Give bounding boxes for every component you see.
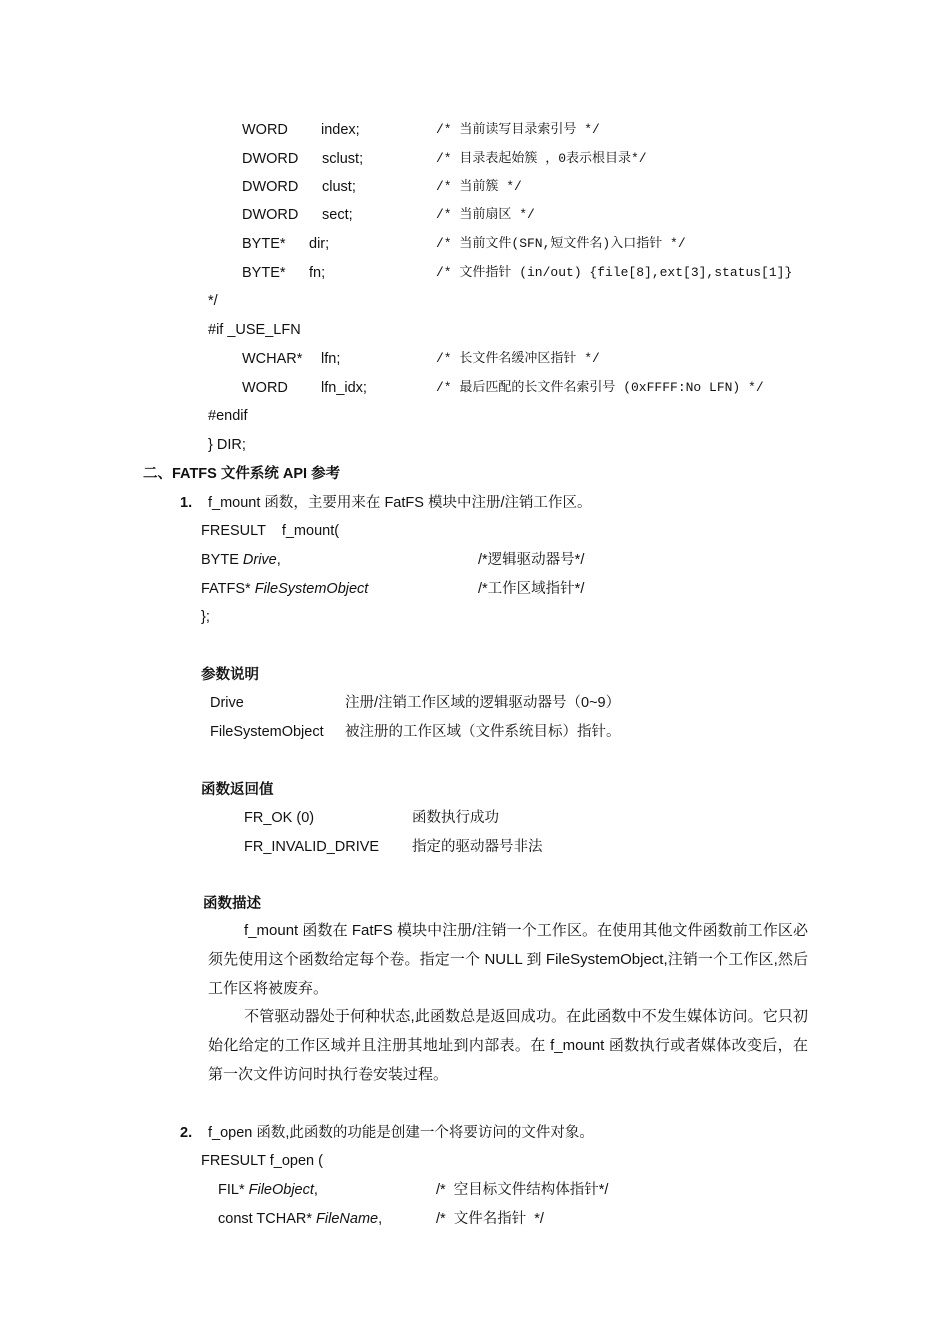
param-entry-name: FileSystemObject — [210, 724, 324, 740]
if-directive: #if _USE_LFN — [208, 322, 301, 338]
struct-member-comment: /* 长文件名缓冲区指针 */ — [436, 351, 600, 366]
param-entry-desc: 被注册的工作区域（文件系统目标）指针。 — [345, 724, 621, 740]
struct-member-comment: /* 目录表起始簇 ，0表示根目录*/ — [436, 151, 647, 166]
prototype-param — [218, 1209, 382, 1229]
param-entry-desc: 注册/注销工作区域的逻辑驱动器号（0~9） — [345, 695, 621, 711]
struct-member-name: sect; — [322, 207, 353, 223]
param-type: FATFS* — [201, 581, 255, 597]
struct-member-comment: /* 当前扇区 */ — [436, 207, 535, 222]
param-type: const TCHAR* — [218, 1211, 317, 1227]
struct-member-name: index; — [321, 122, 360, 138]
desc-paragraph-text: f_mount 函数在 FatFS 模块中注册/注销一个工作区。在使用其他文件函数前工作区必须先使用这个函数给定每个卷。指定一个 NULL 到 FileSystemObject,注销一个工作区,然后工作区将被废弃。 — [208, 922, 808, 997]
struct-member-comment: /* 文件指针 (in/out) {file[8],ext[3],status[1]} — [436, 265, 793, 280]
returns-heading: 函数返回值 — [201, 782, 274, 798]
desc-paragraph — [208, 917, 808, 1003]
param-comment: /*工作区域指针*/ — [478, 581, 585, 597]
struct-member-name: fn; — [309, 265, 326, 281]
struct-member-name: sclust; — [322, 151, 364, 167]
item-number: 1. — [180, 495, 193, 511]
return-desc: 函数执行成功 — [412, 810, 499, 826]
struct-member-type: BYTE* — [242, 265, 286, 281]
param-name: FileSystemObject — [254, 581, 369, 597]
struct-member-name: dir; — [309, 236, 330, 252]
prototype-param — [201, 579, 368, 599]
endif-directive: #endif — [208, 408, 248, 424]
struct-member-comment: /* 当前簇 */ — [436, 179, 522, 194]
param-type: FIL* — [218, 1182, 249, 1198]
param-sep: , — [276, 552, 281, 568]
params-heading: 参数说明 — [201, 667, 259, 683]
item-title: f_open 函数,此函数的功能是创建一个将要访问的文件对象。 — [208, 1125, 594, 1141]
param-comment: /*逻辑驱动器号*/ — [478, 552, 585, 568]
param-type: BYTE — [201, 552, 243, 568]
struct-member-comment: /* 当前文件(SFN,短文件名)入口指针 */ — [436, 236, 686, 251]
prototype-param — [201, 550, 281, 570]
prototype-line: FRESULT f_open ( — [201, 1153, 323, 1169]
struct-member-type: DWORD — [242, 179, 299, 195]
param-name: Drive — [242, 552, 277, 568]
struct-member-type: WORD — [242, 122, 288, 138]
desc-paragraph-text: 不管驱动器处于何种状态,此函数总是返回成功。在此函数中不发生媒体访问。它只初始化给定的工作区域并且注册其地址到内部表。在 f_mount 函数执行或者媒体改变后，在第一次文件访问时执行卷安装过程。 — [208, 1008, 808, 1083]
param-entry-name: Drive — [210, 695, 244, 711]
struct-member-type: DWORD — [242, 151, 299, 167]
param-comment: /* 文件名指针 */ — [436, 1211, 544, 1227]
struct-member-type: DWORD — [242, 207, 299, 223]
param-name: FileObject — [248, 1182, 314, 1198]
return-code: FR_OK (0) — [244, 810, 315, 826]
comment-close: */ — [208, 293, 218, 309]
prototype-close: }; — [201, 609, 210, 625]
struct-member-name: lfn; — [321, 351, 341, 367]
prototype-param — [218, 1180, 318, 1200]
section-heading: 二、FATFS 文件系统 API 参考 — [143, 466, 341, 482]
return-desc: 指定的驱动器号非法 — [412, 839, 543, 855]
item-number: 2. — [180, 1125, 193, 1141]
struct-member-comment: /* 最后匹配的长文件名索引号 (0xFFFF:No LFN) */ — [436, 380, 764, 395]
struct-member-name: lfn_idx; — [321, 380, 367, 396]
struct-member-type: BYTE* — [242, 236, 286, 252]
param-name: FileName — [316, 1211, 379, 1227]
param-sep: , — [313, 1182, 318, 1198]
struct-member-type: WORD — [242, 380, 288, 396]
param-comment: /* 空目标文件结构体指针*/ — [436, 1182, 609, 1198]
struct-member-type: WCHAR* — [242, 351, 303, 367]
desc-heading: 函数描述 — [203, 896, 261, 912]
prototype-line: FRESULT f_mount( — [201, 523, 340, 539]
struct-member-name: clust; — [322, 179, 356, 195]
item-title: f_mount 函数，主要用来在 FatFS 模块中注册/注销工作区。 — [208, 495, 592, 511]
desc-paragraph — [208, 1003, 808, 1089]
struct-member-comment: /* 当前读写目录索引号 */ — [436, 122, 600, 137]
param-sep: , — [378, 1211, 383, 1227]
return-code: FR_INVALID_DRIVE — [244, 839, 380, 855]
struct-close: } DIR; — [208, 437, 246, 453]
